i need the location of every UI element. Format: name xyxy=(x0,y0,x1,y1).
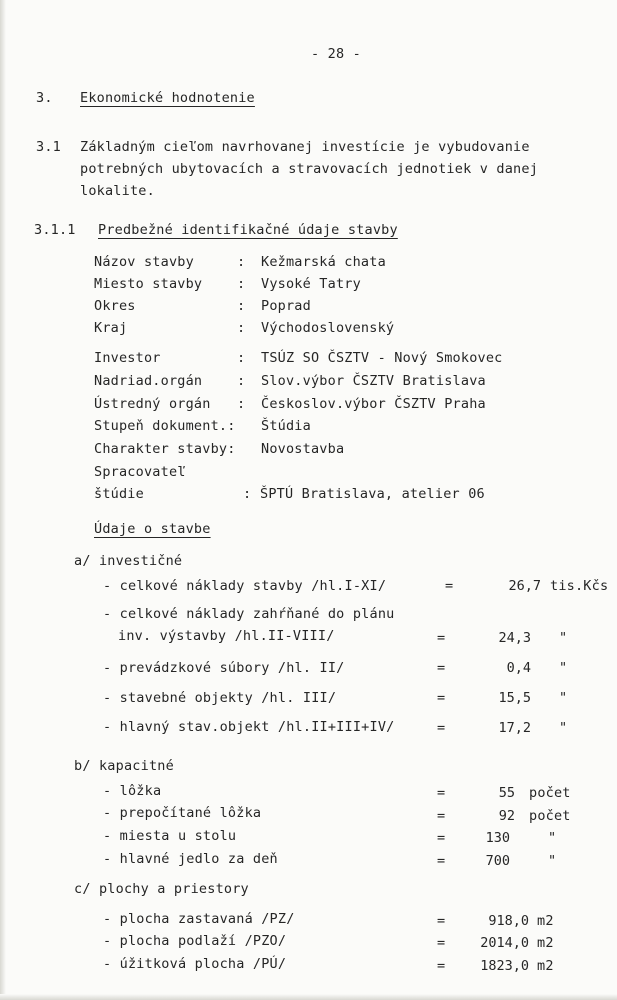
cost-row-eq: = xyxy=(437,690,446,706)
capacity-row-unit: počet xyxy=(529,785,571,801)
paragraph-line: potrebných ubytovacích a stravovacích jednotiek v danej xyxy=(80,161,539,177)
area-row-eq: = xyxy=(437,958,446,974)
area-row-value: 2014,0 xyxy=(480,935,529,951)
ident-sep: : xyxy=(237,254,246,270)
area-row-label: - plocha podlaží /PZO/ xyxy=(103,933,287,949)
area-row-value: 1823,0 xyxy=(480,958,529,974)
ident-sep: : xyxy=(237,320,246,336)
area-row-eq: = xyxy=(437,935,446,951)
cost-row-label: - stavebné objekty /hl. III/ xyxy=(103,690,337,706)
cost-row-unit: " xyxy=(559,720,568,736)
capacity-row-value: 700 xyxy=(485,853,510,869)
capacity-row-unit: " xyxy=(548,830,557,846)
cost-row-eq: = xyxy=(445,578,454,594)
capacity-row-label: - prepočítané lôžka xyxy=(103,805,262,821)
ident-label: Miesto stavby xyxy=(94,276,203,292)
cost-row-value: 26,7 xyxy=(508,578,541,594)
ident-sep: : xyxy=(237,350,246,366)
cost-row-unit: tis.Kčs xyxy=(550,578,609,594)
paragraph-line: lokalite. xyxy=(80,183,155,199)
capacity-row-unit: počet xyxy=(529,808,571,824)
cost-row-unit: " xyxy=(559,660,568,676)
kapacitne-heading: b/ kapacitné xyxy=(74,758,174,774)
ident-value: Východoslovenský xyxy=(261,320,395,336)
ident-sep: : xyxy=(237,396,246,412)
ident-value: Vysoké Tatry xyxy=(261,276,361,292)
ident-label: Kraj xyxy=(94,320,128,336)
ident-label: Stupeň dokument.: xyxy=(94,418,236,434)
section-number: 3. xyxy=(36,90,53,106)
ident-value: Novostavba xyxy=(261,441,345,457)
udaje-heading: Údaje o stavbe xyxy=(94,521,211,537)
cost-row-eq: = xyxy=(437,630,446,646)
cost-row-label: - celkové náklady stavby /hl.I-XI/ xyxy=(103,578,387,594)
ident-value: ŠPTÚ Bratislava, atelier 06 xyxy=(260,486,485,502)
ident-value: Štúdia xyxy=(261,418,311,434)
area-row-eq: = xyxy=(437,913,446,929)
cost-row-label: - hlavný stav.objekt /hl.II+III+IV/ xyxy=(103,719,395,735)
ident-value: TSÚZ SO ČSZTV - Nový Smokovec xyxy=(261,350,503,366)
capacity-row-eq: = xyxy=(437,853,446,869)
cost-row-label: - celkové náklady zahŕňané do plánu xyxy=(103,606,395,622)
scan-left-edge xyxy=(0,0,6,1000)
ident-label: Investor xyxy=(94,350,161,366)
ident-value: Poprad xyxy=(261,298,311,314)
subsubsection-title: Predbežné identifikačné údaje stavby xyxy=(98,222,398,238)
subsection-number: 3.1 xyxy=(36,139,61,155)
area-row-label: - úžitková plocha /PÚ/ xyxy=(103,956,287,972)
capacity-row-value: 55 xyxy=(498,785,515,801)
cost-row-label: - prevádzkové súbory /hl. II/ xyxy=(103,660,345,676)
ident-sep: : xyxy=(237,276,246,292)
capacity-row-eq: = xyxy=(437,808,446,824)
cost-row-value: 24,3 xyxy=(498,630,531,646)
ident-label: Ústredný orgán xyxy=(94,396,211,412)
ident-label: Spracovateľ xyxy=(94,464,186,480)
cost-row-unit: " xyxy=(559,630,568,646)
cost-row-label: inv. výstavby /hl.II-VIII/ xyxy=(118,628,335,644)
ident-label: Okres xyxy=(94,298,136,314)
ident-value: Českoslov.výbor ČSZTV Praha xyxy=(261,396,486,412)
area-row-unit: m2 xyxy=(537,913,554,929)
ident-label: Charakter stavby: xyxy=(94,441,236,457)
plochy-heading: c/ plochy a priestory xyxy=(74,881,249,897)
area-row-value: 918,0 xyxy=(488,913,529,929)
investicne-heading: a/ investičné xyxy=(74,553,183,569)
section-title: Ekonomické hodnotenie xyxy=(80,90,255,106)
ident-label: Nadriad.orgán xyxy=(94,373,203,389)
cost-row-value: 17,2 xyxy=(498,720,531,736)
capacity-row-eq: = xyxy=(437,785,446,801)
area-row-unit: m2 xyxy=(537,958,554,974)
ident-sep: : xyxy=(237,298,246,314)
cost-row-value: 15,5 xyxy=(498,690,531,706)
subsubsection-number: 3.1.1 xyxy=(34,222,76,238)
ident-label: Názov stavby xyxy=(94,254,194,270)
capacity-row-unit: " xyxy=(548,853,557,869)
ident-value: Slov.výbor ČSZTV Bratislava xyxy=(261,373,486,389)
ident-sep: : xyxy=(243,486,252,502)
area-row-label: - plocha zastavaná /PZ/ xyxy=(103,911,295,927)
capacity-row-value: 92 xyxy=(498,808,515,824)
cost-row-value: 0,4 xyxy=(506,660,531,676)
cost-row-unit: " xyxy=(559,690,568,706)
scan-bottom-edge xyxy=(0,994,617,1000)
capacity-row-value: 130 xyxy=(485,830,510,846)
area-row-unit: m2 xyxy=(537,935,554,951)
paragraph-line: Základným cieľom navrhovanej investície je vybudovanie xyxy=(80,139,530,155)
ident-label: štúdie xyxy=(94,486,144,502)
cost-row-eq: = xyxy=(437,660,446,676)
capacity-row-label: - hlavné jedlo za deň xyxy=(103,851,278,867)
ident-sep: : xyxy=(237,373,246,389)
capacity-row-eq: = xyxy=(437,830,446,846)
cost-row-eq: = xyxy=(437,720,446,736)
page-number: - 28 - xyxy=(311,46,361,62)
capacity-row-label: - lôžka xyxy=(103,783,162,799)
capacity-row-label: - miesta u stolu xyxy=(103,828,237,844)
ident-value: Kežmarská chata xyxy=(261,254,386,270)
